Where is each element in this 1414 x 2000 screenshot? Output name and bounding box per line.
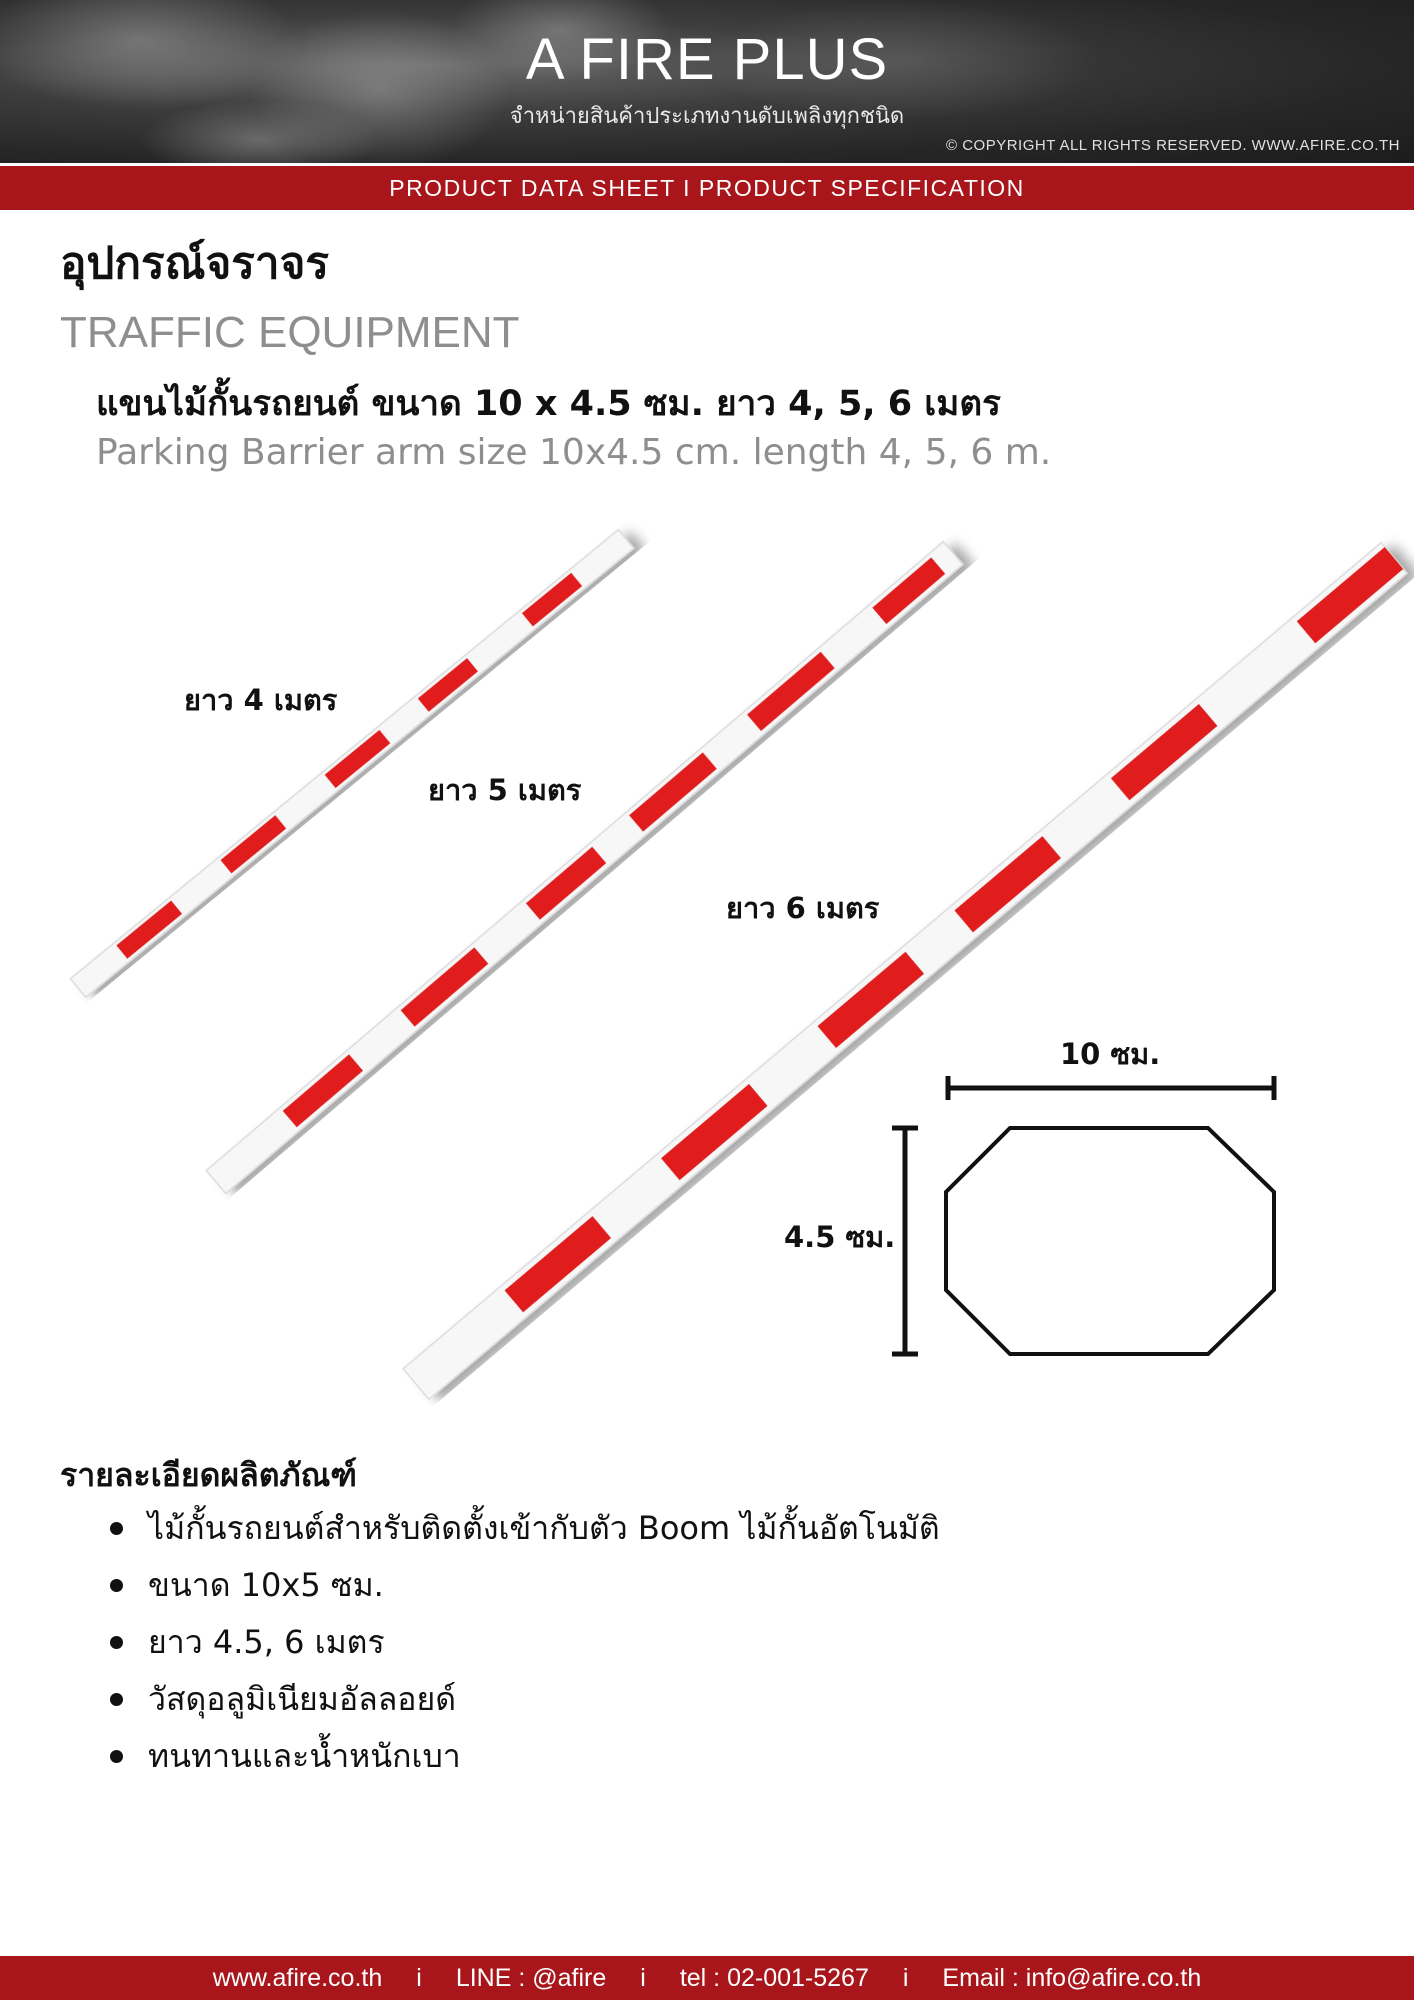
height-dimension <box>784 1128 918 1354</box>
reflective-stripe <box>1297 547 1404 643</box>
width-dimension <box>948 1037 1274 1100</box>
reflective-stripe <box>661 1084 768 1180</box>
list-item: ไม้กั้นรถยนต์สำหรับติดตั้งเข้ากับตัว Boom ไม้กั้นอัตโนมัติ <box>100 1500 940 1557</box>
brand-title: A FIRE PLUS <box>525 27 889 92</box>
details-title: รายละเอียดผลิตภัณฑ์ <box>60 1456 357 1494</box>
footer-line-id[interactable]: LINE : @afire <box>455 1963 607 1992</box>
footer-email-link[interactable]: Email : info@afire.co.th <box>942 1963 1202 1992</box>
footer-website-link[interactable]: www.afire.co.th <box>212 1963 383 1992</box>
product-name-th: แขนไม้กั้นรถยนต์ ขนาด 10 x 4.5 ซม. ยาว 4, 5, 6 เมตร <box>96 384 1001 424</box>
list-item: ยาว 4.5, 6 เมตร <box>100 1614 940 1671</box>
brand-subtitle: จำหน่ายสินค้าประเภทงานดับเพลิงทุกชนิด <box>509 104 905 129</box>
reflective-stripe <box>1111 704 1218 800</box>
reflective-stripe <box>526 847 606 920</box>
reflective-stripe <box>325 730 391 788</box>
reflective-stripe <box>116 900 182 958</box>
footer-separator: i <box>416 1963 422 1992</box>
page-header <box>0 0 1414 163</box>
reflective-stripe <box>817 952 924 1048</box>
product-name-en: Parking Barrier arm size 10x4.5 cm. length 4, 5, 6 m. <box>96 432 1052 473</box>
barrier-arm-5m <box>206 542 962 1194</box>
barrier-arm-4m <box>70 530 633 998</box>
product-figure <box>0 500 1414 1420</box>
reflective-stripe <box>418 658 478 712</box>
banner-bar: PRODUCT DATA SHEET I PRODUCT SPECIFICATION <box>0 166 1414 210</box>
arm-label-4m: ยาว 4 เมตร <box>184 683 338 717</box>
list-item: ทนทานและน้ำหนักเบา <box>100 1728 940 1785</box>
category-title-th: อุปกรณ์จราจร <box>60 238 329 289</box>
reflective-stripe <box>401 947 489 1026</box>
list-item: ขนาด 10x5 ซม. <box>100 1557 940 1614</box>
footer-separator: i <box>902 1963 909 1992</box>
copyright-notice: © COPYRIGHT ALL RIGHTS RESERVED. WWW.AFIRE.CO.TH <box>946 137 1400 154</box>
page-footer <box>0 1956 1414 2000</box>
reflective-stripe <box>747 652 835 731</box>
height-label: 4.5 ซม. <box>784 1220 896 1254</box>
reflective-stripe <box>220 815 286 873</box>
footer-separator: i <box>640 1963 646 1992</box>
arm-label-6m: ยาว 6 เมตร <box>726 891 880 925</box>
reflective-stripe <box>629 752 717 831</box>
details-list <box>100 1500 940 1785</box>
reflective-stripe <box>954 836 1061 932</box>
cross-section-profile <box>946 1128 1274 1354</box>
footer-phone[interactable]: tel : 02-001-5267 <box>679 1963 869 1992</box>
list-item: วัสดุอลูมิเนียมอัลลอยด์ <box>100 1671 940 1728</box>
reflective-stripe <box>505 1216 612 1312</box>
reflective-stripe <box>872 557 945 624</box>
reflective-stripe <box>522 573 582 627</box>
width-label: 10 ซม. <box>1060 1037 1161 1071</box>
category-title-en: TRAFFIC EQUIPMENT <box>60 308 520 357</box>
arm-label-5m: ยาว 5 เมตร <box>428 773 582 807</box>
reflective-stripe <box>283 1054 363 1127</box>
